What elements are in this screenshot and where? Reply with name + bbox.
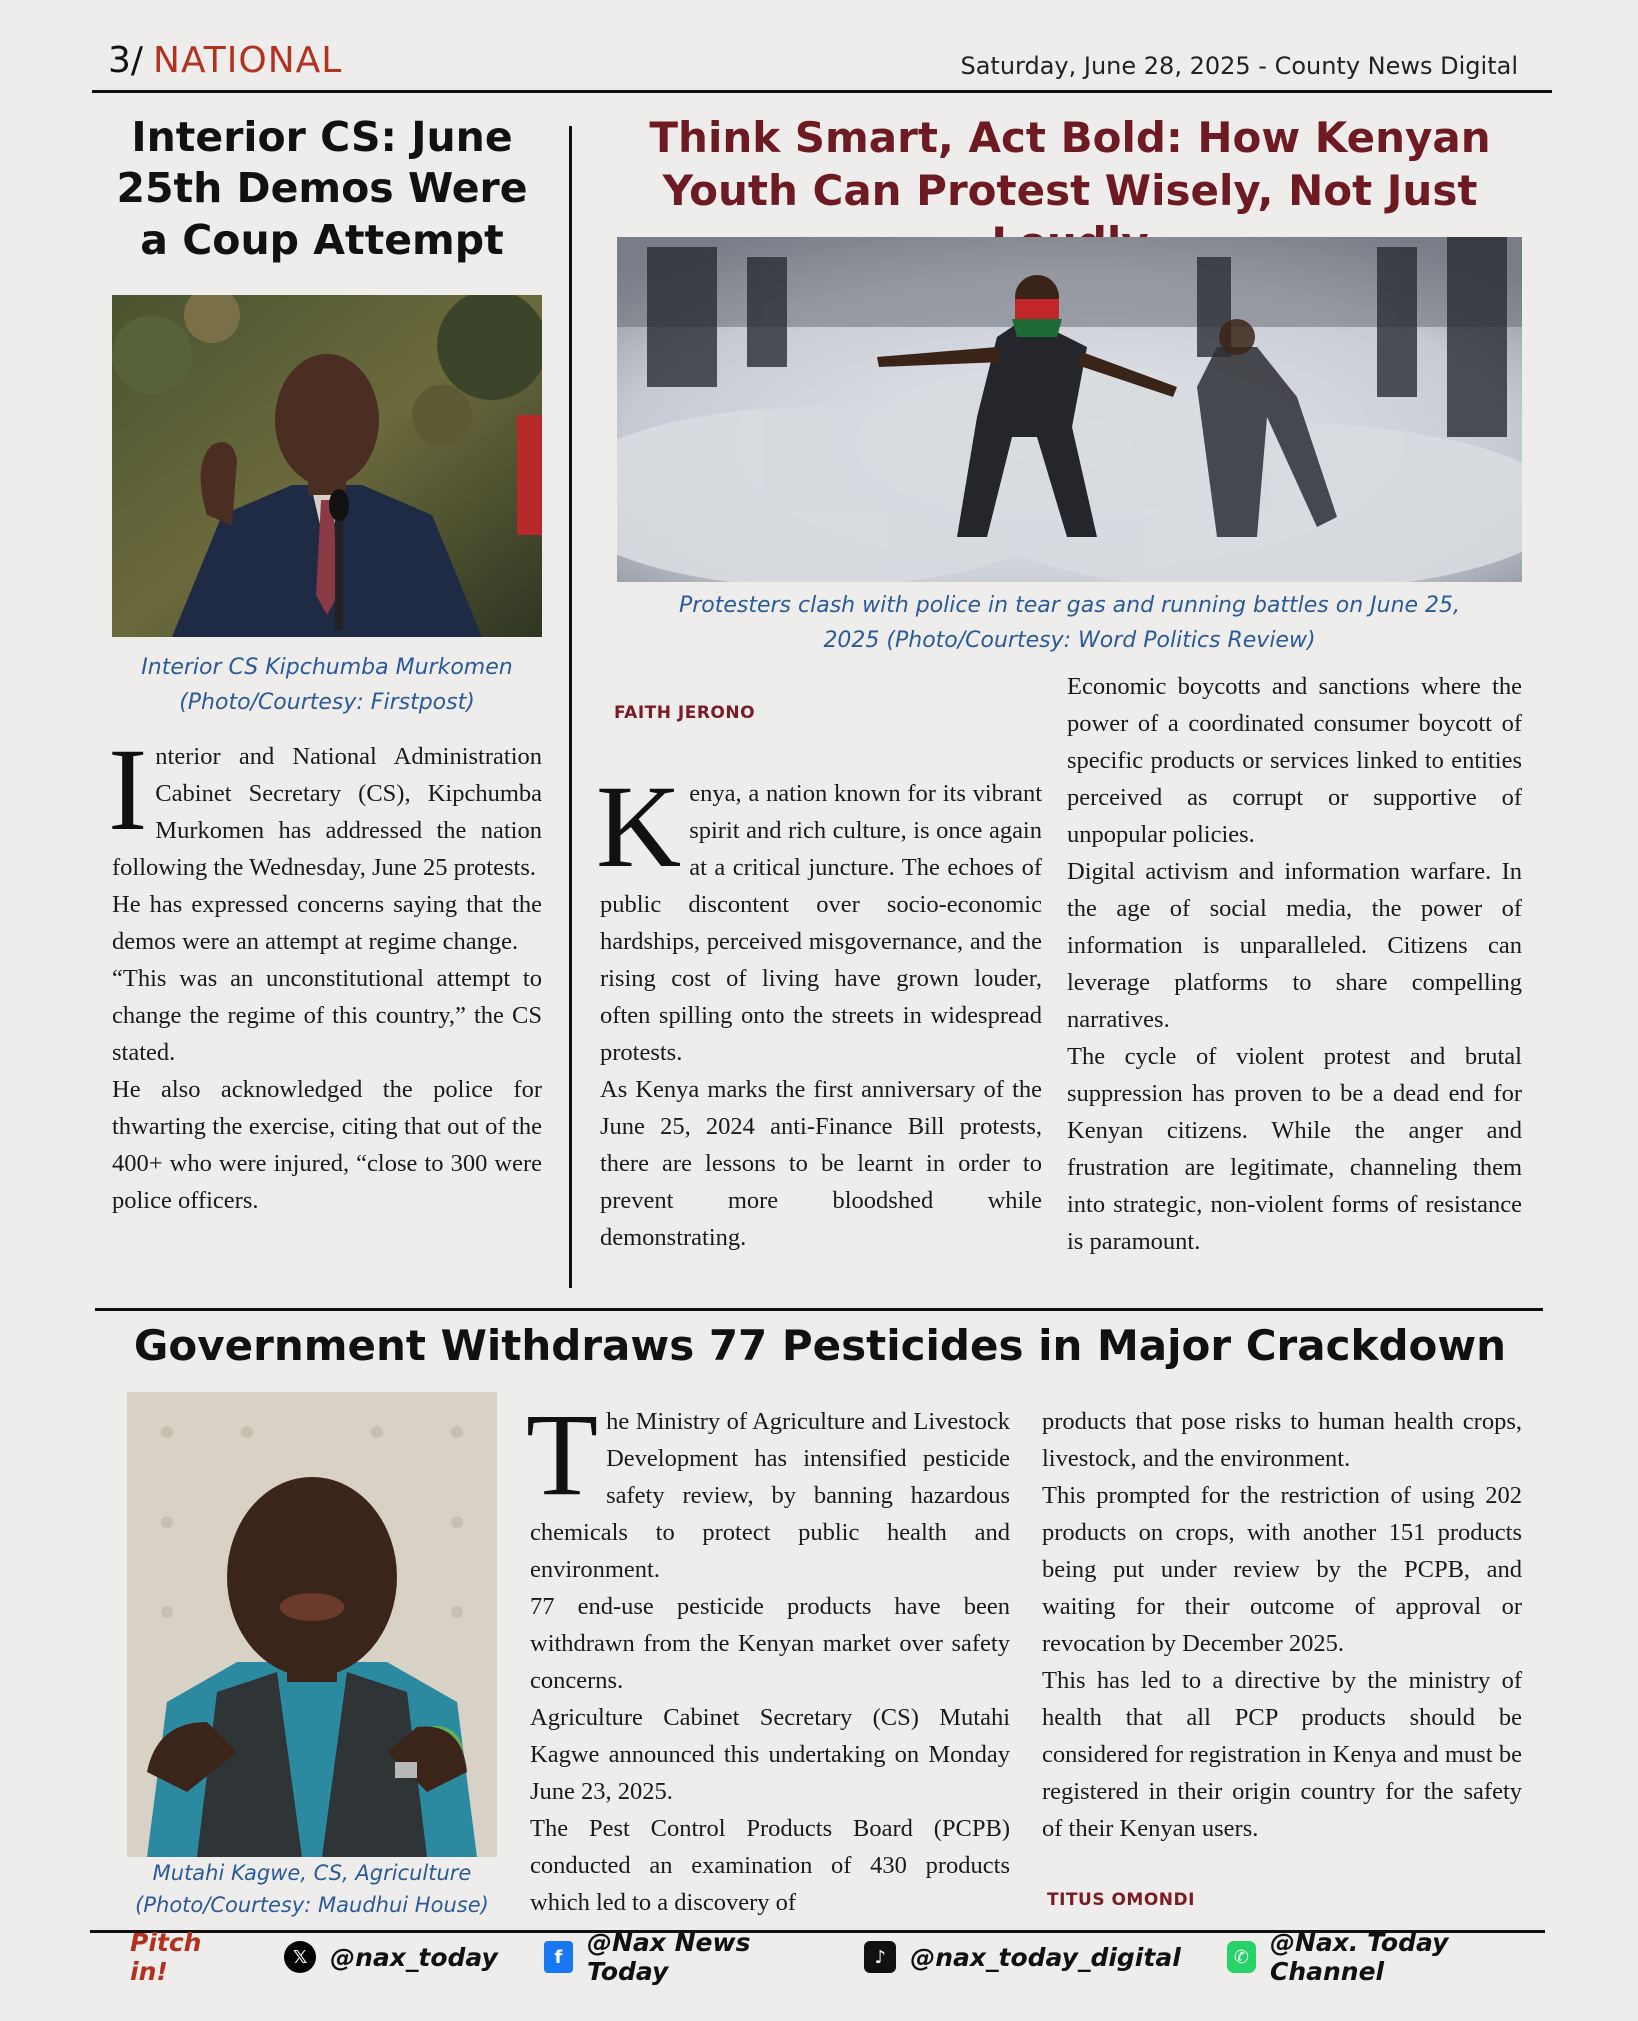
footer: [90, 1928, 1545, 1986]
section-label: NATIONAL: [153, 40, 343, 81]
article-left-headline: Interior CS: June 25th Demos Were a Coup Attempt: [116, 113, 528, 264]
social-facebook[interactable]: [544, 1928, 818, 1986]
caption-line: Mutahi Kagwe, CS, Agriculture: [152, 1861, 472, 1885]
article-right-caption: [617, 588, 1522, 658]
protest-photo: [617, 237, 1522, 582]
caption-line: 2025 (Photo/Courtesy: Word Politics Review): [823, 628, 1316, 653]
social-handle: @Nax. Today Channel: [1269, 1928, 1449, 1986]
drop-cap: T: [526, 1389, 599, 1520]
article-bottom-col1: [526, 1389, 1010, 1921]
paragraph: The Pest Control Products Board (PCPB) conducted an examination of 430 products which led to a discovery of: [530, 1815, 1010, 1916]
social-handle: @nax_today_digital: [910, 1942, 1181, 1972]
murkomen-photo: [112, 295, 542, 637]
paragraph: products that pose risks to human health crops, livestock, and the environment.: [1042, 1408, 1522, 1472]
social-whatsapp[interactable]: [1227, 1928, 1545, 1986]
paragraph: nterior and National Administration Cabinet Secretary (CS), Kipchumba Murkomen has addressed the nation following the Wednesday, June 25 protests.: [112, 743, 542, 881]
paragraph: Digital activism and information warfare. In the age of social media, the power of information is unparalleled. Citizens can leverage platforms to share compelling narratives.: [1067, 858, 1522, 1033]
social-handle: @nax_today: [330, 1942, 498, 1972]
paragraph: 77 end-use pesticide products have been withdrawn from the Kenyan market over safety concerns.: [530, 1593, 1010, 1694]
article-right-byline: FAITH JERONO: [614, 703, 756, 723]
caption-line: Interior CS Kipchumba Murkomen: [141, 655, 513, 680]
paragraph: The cycle of violent protest and brutal suppression has proven to be a dead end for Kenyan citizens. While the anger and frustration are legitimate, channeling them into strategic, non-violent forms of resistance is paramount.: [1067, 1043, 1522, 1255]
paragraph: He has expressed concerns saying that the demos were an attempt at regime change.: [112, 891, 542, 955]
section-rule: [95, 1308, 1543, 1311]
caption-line: (Photo/Courtesy: Maudhui House): [135, 1893, 489, 1917]
paragraph: This has led to a directive by the ministry of health that all PCP products should be considered for registration in Kenya and must be registered in their origin country for the safety of their Kenyan users.: [1042, 1667, 1522, 1842]
social-tiktok[interactable]: [864, 1941, 1181, 1973]
article-bottom-headline: Government Withdraws 77 Pesticides in Major Crackdown: [133, 1321, 1507, 1370]
page-number-text: 3/: [108, 40, 144, 81]
kagwe-photo: [127, 1392, 497, 1857]
paragraph: enya, a nation known for its vibrant spirit and rich culture, is once again at a critical juncture. The echoes of public discontent over socio-economic hardships, perceived misgovernance, and the rising cost of living have grown louder, often spilling onto the streets in widespread protests.: [600, 780, 1042, 1066]
article-right-col2: [1067, 668, 1522, 1260]
article-bottom-col2: [1042, 1403, 1522, 1847]
paragraph: Economic boycotts and sanctions where the power of a coordinated consumer boycott of specific products or services linked to entities perceived as corrupt or supportive of unpopular policies.: [1067, 673, 1522, 848]
page-number: [108, 40, 342, 81]
column-divider: [569, 126, 572, 1288]
paragraph: As Kenya marks the first anniversary of the June 25, 2024 anti-Finance Bill protests, there are lessons to be learnt in order to prevent more bloodshed while demonstrating.: [600, 1076, 1042, 1251]
paragraph: “This was an unconstitutional attempt to change the regime of this country,” the CS stated.: [112, 965, 542, 1066]
article-bottom-byline: TITUS OMONDI: [1047, 1890, 1195, 1910]
drop-cap: I: [108, 724, 148, 855]
article-right-headline: Think Smart, Act Bold: How Kenyan Youth Can Protest Wisely, Not Just: [649, 113, 1491, 215]
tiktok-icon: ♪: [864, 1941, 896, 1973]
article-right-col1: [596, 761, 1042, 1256]
article-bottom-caption: [112, 1857, 512, 1921]
article-left-body: [108, 724, 542, 1219]
social-handle: @Nax News Today: [586, 1928, 751, 1986]
dateline: Saturday, June 28, 2025 - County News Digital: [960, 52, 1518, 80]
x-icon: 𝕏: [284, 1941, 316, 1973]
caption-line: Protesters clash with police in tear gas and running battles on June 25,: [678, 593, 1461, 618]
header-rule: [92, 90, 1552, 93]
article-left-caption: [112, 650, 542, 720]
paragraph: This prompted for the restriction of using 202 products on crops, with another 151 products being put under review by the PCPB, and waiting for their outcome of approval or revocation by December 2025.: [1042, 1482, 1522, 1657]
paragraph: he Ministry of Agriculture and Livestock Development has intensified pesticide safety review, by banning hazardous chemicals to protect public health and environment.: [530, 1408, 1010, 1583]
social-x[interactable]: [284, 1941, 498, 1973]
facebook-icon: f: [544, 1941, 573, 1973]
paragraph: He also acknowledged the police for thwarting the exercise, citing that out of the 400+ who were injured, “close to 300 were police officers.: [112, 1076, 542, 1214]
caption-line: (Photo/Courtesy: Firstpost): [179, 690, 475, 715]
whatsapp-icon: ✆: [1227, 1941, 1256, 1973]
drop-cap: K: [596, 761, 682, 892]
paragraph: Agriculture Cabinet Secretary (CS) Mutahi Kagwe announced this undertaking on Monday June 23, 2025.: [530, 1704, 1010, 1805]
pitch-in-label: Pitch in!: [130, 1928, 202, 1986]
